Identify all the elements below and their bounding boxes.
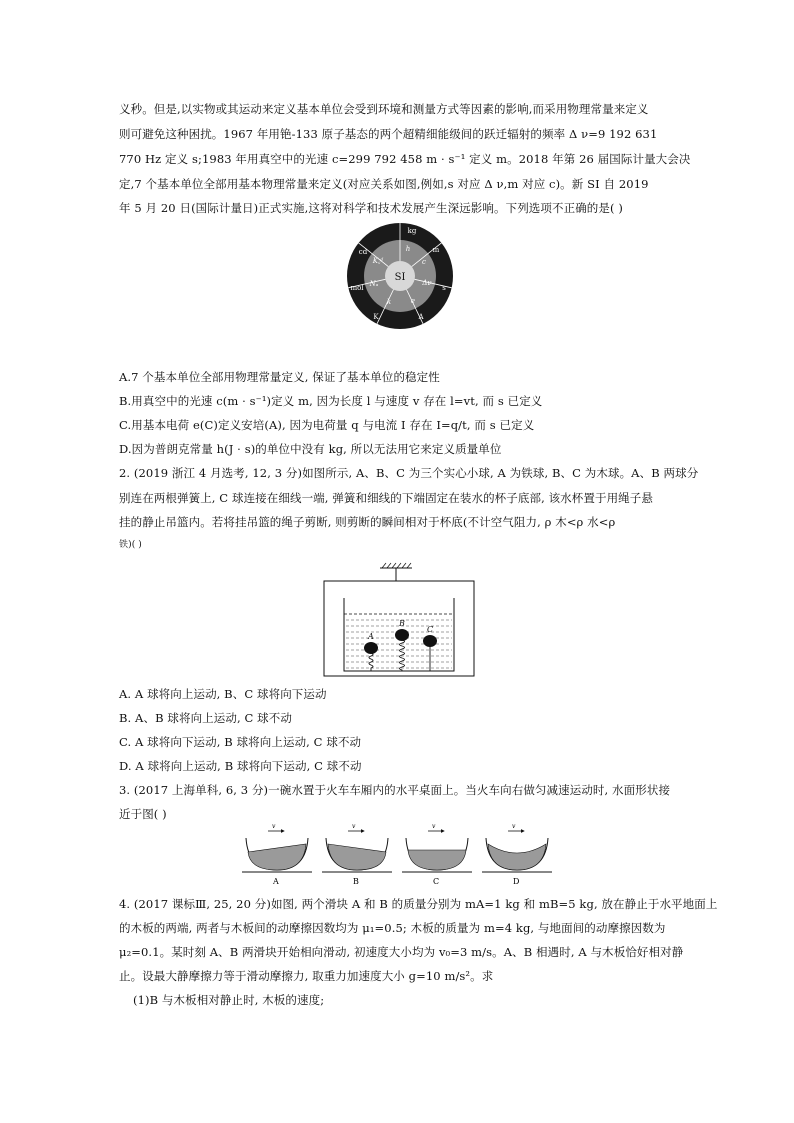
q2-option-a: A. A 球将向上运动, B、C 球将向下运动	[119, 687, 327, 701]
si-center-label: SI	[394, 272, 406, 283]
q4-line-3: μ₂=0.1。某时刻 A、B 两滑块开始相向滑动, 初速度大小均为 v₀=3 m/s。A、B 相遇时, A 与木板恰好相对静	[119, 945, 684, 959]
q2-line-4: 铁)( )	[119, 540, 142, 550]
bowl-b-velocity: v	[352, 823, 356, 830]
q1-option-d: D.因为普朗克常量 h(J · s)的单位中没有 kg, 所以无法用它来定义质量单位	[119, 442, 502, 456]
si-outer-s: s	[442, 284, 446, 292]
bowl-c-velocity: v	[432, 823, 436, 830]
q4-line-4: 止。设最大静摩擦力等于滑动摩擦力, 取重力加速度大小 g=10 m/s²。求	[119, 969, 494, 983]
ball-label-b: B	[399, 619, 405, 628]
bowl-c-label: C	[433, 877, 440, 886]
si-inner-NA: Nₐ	[369, 280, 379, 288]
si-outer-m: m	[432, 246, 440, 254]
si-wheel-figure	[346, 220, 454, 332]
bowl-d-label: D	[513, 877, 520, 886]
bowl-a-velocity: v	[272, 823, 276, 830]
q3-line-1: 3. (2017 上海单科, 6, 3 分)一碗水置于火车车厢内的水平桌面上。当火车向右做匀减速运动时, 水面形状接	[119, 783, 671, 797]
intro-line-1: 义秒。但是,以实物或其运动来定义基本单位会受到环境和测量方式等因素的影响,而采用物理常量来定义	[119, 102, 649, 116]
q2-option-c: C. A 球将向下运动, B 球将向上运动, C 球不动	[119, 735, 362, 749]
si-outer-cd: cd	[358, 248, 368, 256]
q4-line-1: 4. (2017 课标Ⅲ, 25, 20 分)如图, 两个滑块 A 和 B 的质量分别为 mA=1 kg 和 mB=5 kg, 放在静止于水平地面上	[119, 897, 718, 911]
q2-line-2: 别连在两根弹簧上, C 球连接在细线一端, 弹簧和细线的下端固定在装水的杯子底部, 该水杯置于用绳子悬	[119, 491, 653, 505]
q2-option-d: D. A 球将向上运动, B 球将向下运动, C 球不动	[119, 759, 362, 773]
q2-line-3: 挂的静止吊篮内。若将挂吊篮的绳子剪断, 则剪断的瞬间相对于杯底(不计空气阻力, ρ 木<ρ 水<ρ	[119, 515, 616, 529]
bowl-b-label: B	[353, 877, 359, 886]
q3-line-2: 近于图( )	[119, 807, 167, 821]
q4-line-2: 的木板的两端, 两者与木板间的动摩擦因数均为 μ₁=0.5; 木板的质量为 m=4 kg, 与地面间的动摩擦因数为	[119, 921, 666, 935]
si-inner-k: k	[386, 298, 392, 306]
si-inner-h: h	[405, 245, 411, 253]
bowl-d-velocity: v	[512, 823, 516, 830]
q4-sub-1: (1)B 与木板相对静止时, 木板的速度;	[133, 993, 325, 1007]
si-outer-mol: mol	[350, 284, 364, 292]
intro-line-5: 年 5 月 20 日(国际计量日)正式实施,这将对科学和技术发展产生深远影响。下列选项不正确的是( )	[119, 201, 623, 215]
bowl-c	[402, 823, 472, 886]
intro-line-2: 则可避免这种困扰。1967 年用铯-133 原子基态的两个超精细能级间的跃迁辐射的频率 Δ ν=9 192 631	[119, 127, 658, 141]
si-inner-e: e	[410, 297, 416, 305]
bowl-b	[322, 823, 392, 886]
ball-label-a: A	[368, 632, 374, 641]
hanging-basket-figure	[320, 560, 480, 680]
intro-line-4: 定,7 个基本单位全部用基本物理常量来定义(对应关系如图,例如,s 对应 Δ ν,m 对应 c)。新 SI 自 2019	[119, 177, 649, 191]
bowl-a	[242, 823, 312, 886]
si-inner-dnu: Δν	[422, 279, 432, 287]
si-outer-K: K	[373, 313, 379, 321]
si-outer-A: A	[418, 313, 424, 321]
q2-line-1: 2. (2019 浙江 4 月选考, 12, 3 分)如图所示, A、B、C 为三个实心小球, A 为铁球, B、C 为木球。A、B 两球分	[119, 466, 699, 480]
q1-option-c: C.用基本电荷 e(C)定义安培(A), 因为电荷量 q 与电流 I 存在 I=q/t, 而 s 已定义	[119, 418, 535, 432]
bowl-d	[482, 823, 552, 886]
si-inner-c: c	[422, 258, 426, 266]
si-outer-kg: kg	[407, 227, 417, 235]
q1-option-b: B.用真空中的光速 c(m · s⁻¹)定义 m, 因为长度 l 与速度 v 存在 l=vt, 而 s 已定义	[119, 394, 543, 408]
q2-option-b: B. A、B 球将向上运动, C 球不动	[119, 711, 292, 725]
bowls-figure	[240, 822, 560, 888]
si-inner-Kcd: K꜀ᵈ	[372, 257, 384, 265]
ball-label-c: C	[427, 625, 434, 634]
intro-line-3: 770 Hz 定义 s;1983 年用真空中的光速 c=299 792 458 m · s⁻¹ 定义 m。2018 年第 26 届国际计量大会决	[119, 152, 691, 166]
bowl-a-label: A	[273, 877, 279, 886]
q1-option-a: A.7 个基本单位全部用物理常量定义, 保证了基本单位的稳定性	[119, 370, 440, 384]
